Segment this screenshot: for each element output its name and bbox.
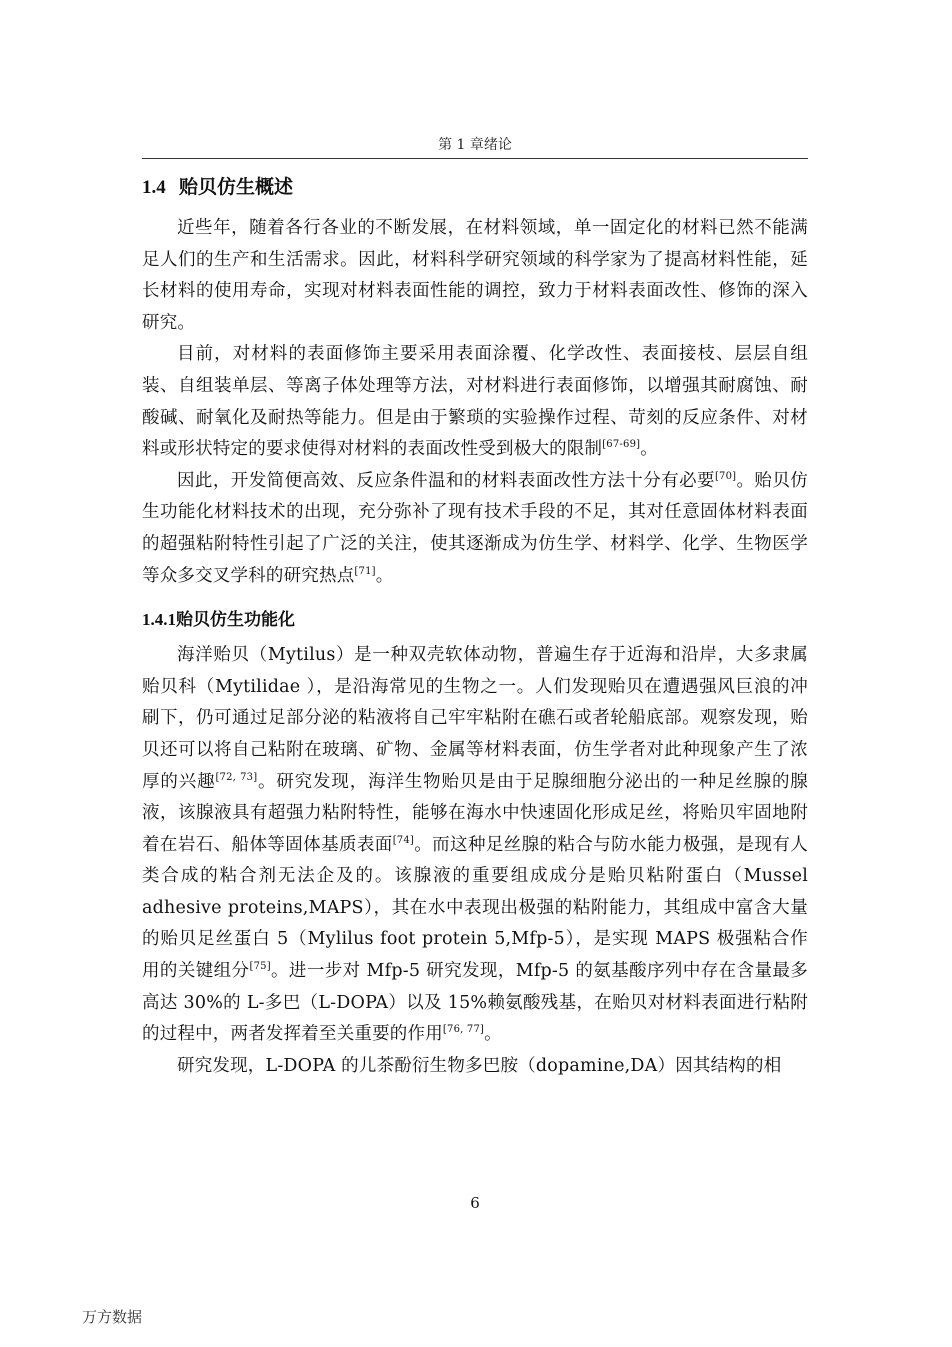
subsection-heading <box>142 606 808 634</box>
page-body <box>142 172 808 1082</box>
section-heading <box>142 172 808 203</box>
paragraph-text: 。贻贝仿生功能化材料技术的出现，充分弥补了现有技术手段的不足，其对任意固体材料表面的超强粘附特性引起了广泛的关注，使其逐渐成为仿生学、材料学、化学、生物医学等众多交叉学科的研究热点 <box>142 470 808 586</box>
section-number: 1.4 <box>142 177 166 198</box>
paragraph-tail: 。 <box>484 1024 502 1045</box>
paragraph-text: 海洋贻贝（Mytilus）是一种双壳软体动物，普遍生存于近海和沿岸，大多隶属贻贝科（Mytilidae ），是沿海常见的生物之一。人们发现贻贝在遭遇强风巨浪的冲刷下，仍可通过足部分泌的粘液将自己牢牢粘附在礁石或者轮船底部。观察发现，贻贝还可以将自己粘附在玻璃、矿物、金属等材料表面，仿生学者对此种现象产生了浓厚的兴趣 <box>142 645 808 792</box>
paragraph-text: 目前，对材料的表面修饰主要采用表面涂覆、化学改性、表面接枝、层层自组装、自组装单层、等离子体处理等方法，对材料进行表面修饰，以增强其耐腐蚀、耐酸碱、耐氧化及耐热等能力。但是由于繁琐的实验操作过程、苛刻的反应条件、对材料或形状特定的要求使得对材料的表面改性受到极大的限制 <box>142 344 808 460</box>
citation: [67-69] <box>602 439 641 451</box>
citation: [70] <box>714 470 737 482</box>
section-title: 贻贝仿生概述 <box>178 176 293 198</box>
subsection-title: 贻贝仿生功能化 <box>176 610 295 631</box>
page-number: 6 <box>470 1194 480 1212</box>
running-header: 第 1 章绪论 <box>438 137 512 153</box>
citation: [71] <box>354 565 376 577</box>
paragraph-tail: 。 <box>640 439 658 460</box>
paragraph-text: 。而这种足丝腺的粘合与防水能力极强，是现有人类合成的粘合剂无法企及的。该腺液的重要组成成分是贻贝粘附蛋白（Mussel adhesive proteins,MAPS），其在水中表现出极强的粘附能力，其组成中富含大量的贻贝足丝蛋白 5（Mylilus foot protein 5,Mfp-5），是实现 MAPS 极强粘合作用的关键组分 <box>142 834 808 982</box>
watermark: 万方数据 <box>82 1308 143 1326</box>
citation: [76, 77] <box>442 1024 485 1036</box>
paragraph-4 <box>142 640 808 1051</box>
paragraph-tail: 。 <box>375 565 394 586</box>
citation: [72, 73] <box>215 771 258 783</box>
paragraph-text: 研究发现，L-DOPA 的儿茶酚衍生物多巴胺（dopamine,DA）因其结构的相 <box>177 1055 782 1076</box>
paragraph-2 <box>142 339 808 465</box>
citation: [75] <box>249 961 271 973</box>
paragraph-5 <box>142 1051 808 1083</box>
subsection-number: 1.4.1 <box>142 610 176 630</box>
citation: [74] <box>392 834 415 846</box>
paragraph-text: 因此，开发简便高效、反应条件温和的材料表面改性方法十分有必要 <box>177 470 715 491</box>
paragraph-1 <box>142 213 808 339</box>
paragraph-3 <box>142 466 808 592</box>
paragraph-text: 。进一步对 Mfp-5 研究发现，Mfp-5 的氨基酸序列中存在含量最多高达 30%的 L-多巴（L-DOPA）以及 15%赖氨酸残基，在贻贝对材料表面进行粘附的过程中，两者发挥着至关重要的作用 <box>142 961 808 1045</box>
header-rule <box>142 158 808 159</box>
paragraph-text: 近些年，随着各行各业的不断发展，在材料领域，单一固定化的材料已然不能满足人们的生产和生活需求。因此，材料科学研究领域的科学家为了提高材料性能，延长材料的使用寿命，实现对材料表面性能的调控，致力于材料表面改性、修饰的深入研究。 <box>142 218 808 333</box>
paragraph-text: 。研究发现，海洋生物贻贝是由于足腺细胞分泌出的一种足丝腺的腺液，该腺液具有超强力粘附特性，能够在海水中快速固化形成足丝，将贻贝牢固地附着在岩石、船体等固体基质表面 <box>142 771 808 855</box>
